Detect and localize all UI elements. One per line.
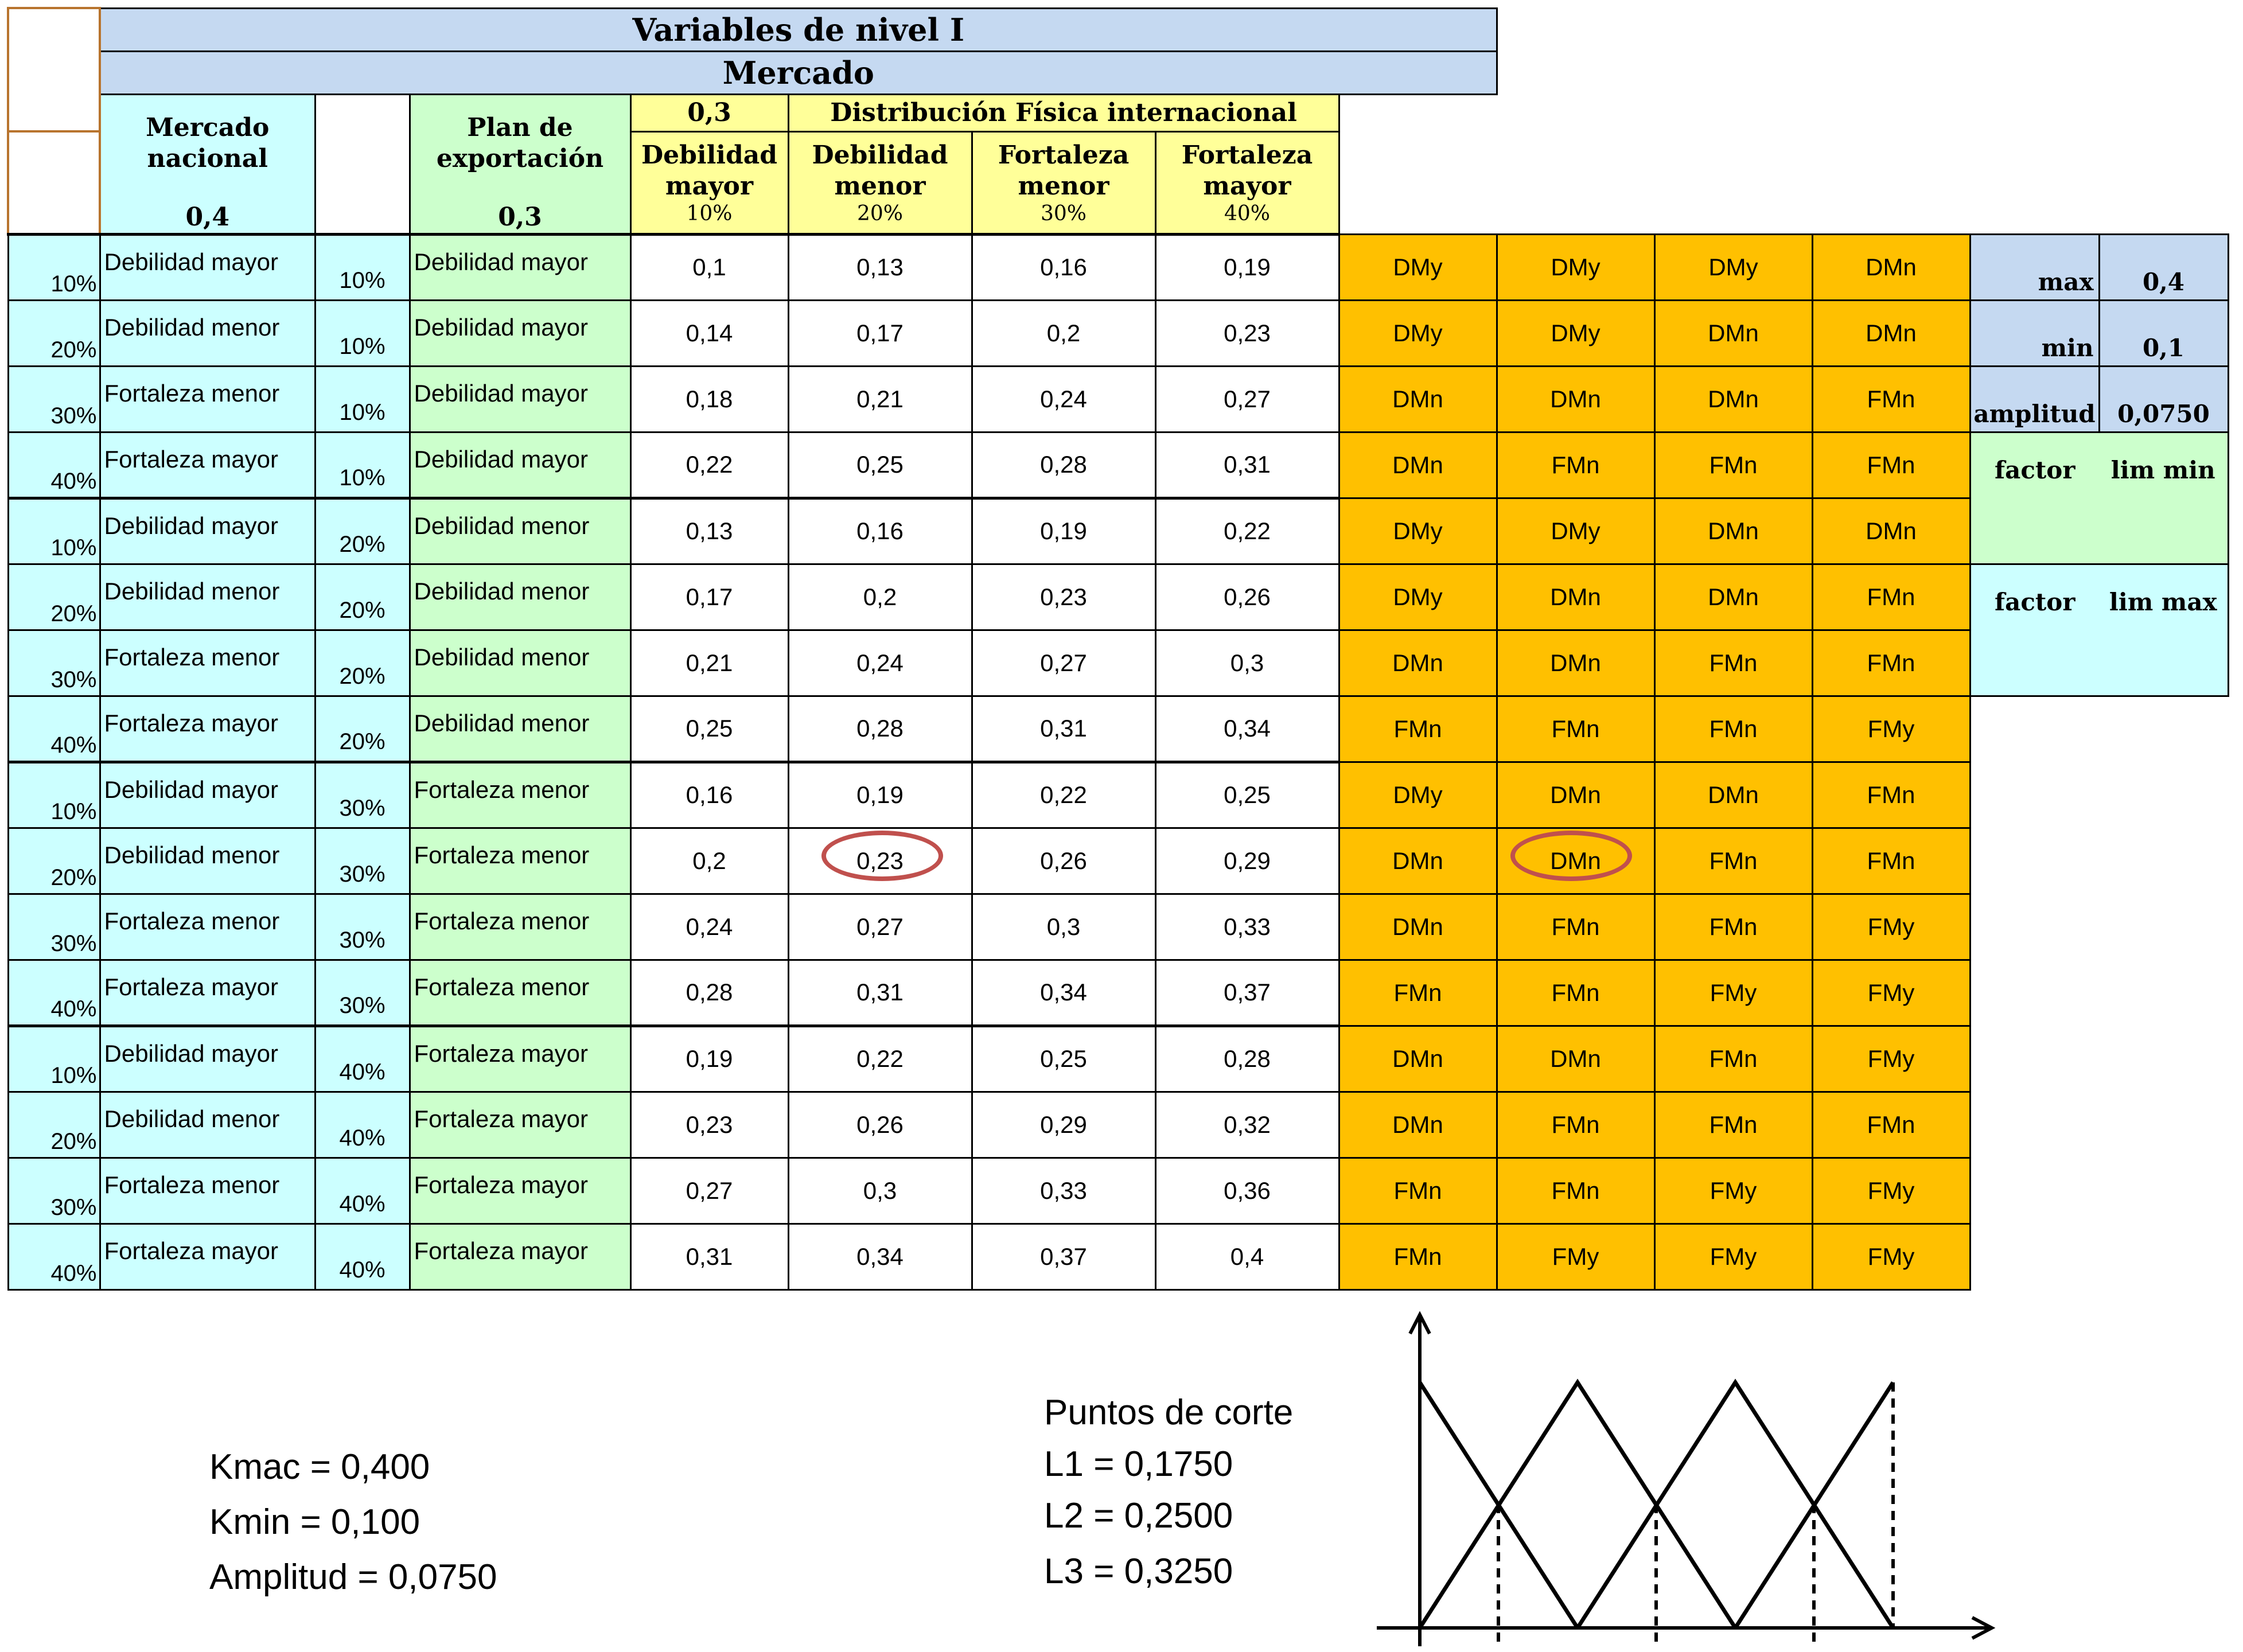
- value-cell[interactable]: 0,28: [972, 432, 1155, 498]
- value-cell[interactable]: 0,1: [630, 234, 788, 300]
- code-cell[interactable]: DMy: [1339, 564, 1497, 630]
- value-cell[interactable]: 0,23: [1155, 300, 1339, 366]
- value-cell[interactable]: 0,28: [1155, 1026, 1339, 1092]
- table-row: [8, 300, 2228, 366]
- code-cell[interactable]: DMy: [1339, 762, 1497, 828]
- header-dfi-col: [788, 131, 972, 234]
- mercado-nacional-pct[interactable]: 40%: [8, 1224, 100, 1289]
- code-cell[interactable]: FMy: [1812, 1026, 1970, 1092]
- value-cell[interactable]: 0,22: [1155, 498, 1339, 564]
- code-cell[interactable]: DMy: [1497, 498, 1654, 564]
- code-cell[interactable]: FMn: [1497, 1092, 1654, 1158]
- value-cell[interactable]: 0,19: [972, 498, 1155, 564]
- value-cell[interactable]: 0,14: [630, 300, 788, 366]
- header-dfi-weight: 0,3: [630, 94, 788, 131]
- plan-pct[interactable]: 40%: [315, 1092, 410, 1158]
- max-label: max: [1970, 234, 2099, 300]
- plan-level[interactable]: Debilidad menor: [410, 630, 630, 696]
- value-cell[interactable]: 0,13: [788, 234, 972, 300]
- amplitud-value: 0,0750: [2099, 366, 2228, 432]
- code-cell[interactable]: DMn: [1654, 564, 1812, 630]
- sheet-title: Variables de nivel I: [100, 8, 1497, 51]
- plan-level[interactable]: Debilidad mayor: [410, 432, 630, 498]
- mercado-nacional-level[interactable]: Debilidad menor: [100, 564, 315, 630]
- amplitud-label: amplitud: [1970, 366, 2099, 432]
- header-blank-pct: [315, 94, 410, 234]
- mercado-nacional-level[interactable]: Fortaleza mayor: [100, 960, 315, 1026]
- value-cell[interactable]: 0,34: [788, 1224, 972, 1289]
- select-all-corner[interactable]: [8, 8, 100, 131]
- header-dfi-col-pct: 30%: [1040, 201, 1087, 225]
- header-dfi-col-pct: 10%: [686, 201, 733, 225]
- header-dfi-col-pct: 40%: [1224, 201, 1270, 225]
- code-cell[interactable]: DMn: [1339, 630, 1497, 696]
- code-cell[interactable]: FMn: [1654, 828, 1812, 894]
- value-cell[interactable]: 0,31: [630, 1224, 788, 1289]
- value-cell[interactable]: 0,19: [788, 762, 972, 828]
- plan-level[interactable]: Debilidad mayor: [410, 300, 630, 366]
- code-cell[interactable]: DMy: [1339, 498, 1497, 564]
- plan-level[interactable]: Debilidad mayor: [410, 234, 630, 300]
- code-cell[interactable]: FMn: [1812, 1092, 1970, 1158]
- plan-pct[interactable]: 10%: [315, 234, 410, 300]
- mercado-nacional-level[interactable]: Debilidad mayor: [100, 762, 315, 828]
- value-cell[interactable]: 0,33: [1155, 894, 1339, 960]
- plan-level[interactable]: Fortaleza menor: [410, 894, 630, 960]
- mercado-nacional-level[interactable]: Fortaleza menor: [100, 630, 315, 696]
- header-dfi-title: Distribución Física internacional: [788, 94, 1339, 131]
- mercado-nacional-level[interactable]: Fortaleza menor: [100, 366, 315, 432]
- mf-triangle-3: [1578, 1382, 1893, 1628]
- plan-level[interactable]: Debilidad mayor: [410, 366, 630, 432]
- value-cell[interactable]: 0,2: [788, 564, 972, 630]
- value-cell[interactable]: 0,32: [1155, 1092, 1339, 1158]
- code-cell[interactable]: DMy: [1497, 234, 1654, 300]
- code-cell[interactable]: FMn: [1497, 894, 1654, 960]
- value-cell[interactable]: 0,27: [788, 894, 972, 960]
- plan-level[interactable]: Fortaleza menor: [410, 762, 630, 828]
- mercado-nacional-pct[interactable]: 30%: [8, 366, 100, 432]
- table-row: [8, 234, 2228, 300]
- value-cell[interactable]: 0,19: [1155, 234, 1339, 300]
- table-row: [8, 960, 2228, 1026]
- code-cell[interactable]: FMn: [1339, 1158, 1497, 1224]
- plan-pct[interactable]: 20%: [315, 696, 410, 762]
- header-dfi-col-line2: menor: [834, 171, 926, 201]
- mercado-nacional-pct[interactable]: 10%: [8, 1026, 100, 1092]
- header-dfi-col-line1: Fortaleza: [998, 140, 1130, 170]
- code-cell[interactable]: FMn: [1812, 564, 1970, 630]
- value-cell[interactable]: 0,34: [1155, 696, 1339, 762]
- code-cell[interactable]: DMy: [1654, 234, 1812, 300]
- code-cell[interactable]: FMn: [1812, 630, 1970, 696]
- spreadsheet-table: [7, 7, 2229, 1291]
- plan-pct[interactable]: 40%: [315, 1224, 410, 1289]
- value-cell[interactable]: 0,26: [788, 1092, 972, 1158]
- value-cell[interactable]: 0,29: [972, 1092, 1155, 1158]
- mercado-nacional-level[interactable]: Fortaleza menor: [100, 1158, 315, 1224]
- header-plan-line2: exportación: [436, 143, 604, 173]
- value-cell[interactable]: 0,23: [788, 828, 972, 894]
- plan-pct[interactable]: 40%: [315, 1026, 410, 1092]
- plan-level[interactable]: Fortaleza menor: [410, 828, 630, 894]
- mercado-nacional-level[interactable]: Debilidad mayor: [100, 498, 315, 564]
- header-plan-exportacion: [410, 94, 630, 234]
- code-cell[interactable]: DMn: [1497, 762, 1654, 828]
- mercado-nacional-level[interactable]: Debilidad mayor: [100, 1026, 315, 1092]
- header-mercado-nacional-line1: Mercado: [146, 112, 270, 142]
- value-cell[interactable]: 0,4: [1155, 1224, 1339, 1289]
- value-cell[interactable]: 0,25: [972, 1026, 1155, 1092]
- header-dfi-col-pct: 20%: [856, 201, 903, 225]
- header-mercado-nacional-line2: nacional: [147, 143, 268, 173]
- lim-min-label: lim min: [2099, 432, 2228, 564]
- plan-level[interactable]: Fortaleza menor: [410, 960, 630, 1026]
- header-dfi-col: [1155, 131, 1339, 234]
- mercado-nacional-pct[interactable]: 40%: [8, 696, 100, 762]
- mercado-nacional-level[interactable]: Fortaleza mayor: [100, 432, 315, 498]
- value-cell[interactable]: 0,27: [1155, 366, 1339, 432]
- mercado-nacional-pct[interactable]: 20%: [8, 564, 100, 630]
- value-cell[interactable]: 0,23: [630, 1092, 788, 1158]
- mercado-nacional-pct[interactable]: 10%: [8, 762, 100, 828]
- value-cell[interactable]: 0,24: [788, 630, 972, 696]
- value-cell[interactable]: 0,21: [788, 366, 972, 432]
- mercado-nacional-pct[interactable]: 20%: [8, 1092, 100, 1158]
- mf-triangle-2: [1420, 1382, 1735, 1628]
- mercado-nacional-level[interactable]: Fortaleza mayor: [100, 1224, 315, 1289]
- code-cell[interactable]: DMn: [1654, 366, 1812, 432]
- code-cell[interactable]: FMn: [1497, 432, 1654, 498]
- plan-pct[interactable]: 10%: [315, 432, 410, 498]
- min-value: 0,1: [2099, 300, 2228, 366]
- value-cell[interactable]: 0,16: [788, 498, 972, 564]
- mercado-nacional-pct[interactable]: 30%: [8, 1158, 100, 1224]
- value-cell[interactable]: 0,24: [972, 366, 1155, 432]
- code-cell[interactable]: DMn: [1339, 366, 1497, 432]
- mercado-nacional-pct[interactable]: 20%: [8, 828, 100, 894]
- header-dfi-col-line2: mayor: [665, 171, 754, 201]
- value-cell[interactable]: 0,25: [788, 432, 972, 498]
- table-row: [8, 762, 2228, 828]
- plan-pct[interactable]: 10%: [315, 366, 410, 432]
- table-row: [8, 1224, 2228, 1289]
- value-cell[interactable]: 0,18: [630, 366, 788, 432]
- code-cell[interactable]: DMy: [1339, 234, 1497, 300]
- code-cell[interactable]: DMn: [1497, 564, 1654, 630]
- code-cell[interactable]: DMn: [1497, 630, 1654, 696]
- mercado-nacional-pct[interactable]: 10%: [8, 498, 100, 564]
- factor-min-label: factor: [1970, 432, 2099, 564]
- code-cell[interactable]: FMn: [1812, 432, 1970, 498]
- value-cell[interactable]: 0,3: [972, 894, 1155, 960]
- code-cell[interactable]: DMy: [1497, 300, 1654, 366]
- plan-pct[interactable]: 20%: [315, 564, 410, 630]
- plan-level[interactable]: Debilidad menor: [410, 564, 630, 630]
- highlight-ellipse-code: [1510, 831, 1632, 881]
- value-cell[interactable]: 0,2: [972, 300, 1155, 366]
- highlight-ellipse-value: [821, 831, 943, 881]
- value-cell[interactable]: 0,31: [972, 696, 1155, 762]
- table-row: [8, 432, 2228, 498]
- plan-level[interactable]: Debilidad menor: [410, 696, 630, 762]
- table-row: [8, 1158, 2228, 1224]
- code-cell[interactable]: FMy: [1654, 1224, 1812, 1289]
- code-cell[interactable]: FMn: [1654, 432, 1812, 498]
- header-plan-weight: 0,3: [498, 202, 542, 232]
- value-cell[interactable]: 0,17: [788, 300, 972, 366]
- value-cell[interactable]: 0,37: [972, 1224, 1155, 1289]
- value-cell[interactable]: 0,21: [630, 630, 788, 696]
- value-cell[interactable]: 0,28: [788, 696, 972, 762]
- code-cell[interactable]: FMn: [1654, 894, 1812, 960]
- value-cell[interactable]: 0,13: [630, 498, 788, 564]
- plan-pct[interactable]: 20%: [315, 498, 410, 564]
- max-value: 0,4: [2099, 234, 2228, 300]
- value-cell[interactable]: 0,26: [1155, 564, 1339, 630]
- mercado-nacional-level[interactable]: Debilidad menor: [100, 300, 315, 366]
- code-cell[interactable]: FMn: [1812, 762, 1970, 828]
- code-cell[interactable]: FMn: [1654, 1092, 1812, 1158]
- plan-pct[interactable]: 30%: [315, 828, 410, 894]
- plan-level[interactable]: Fortaleza mayor: [410, 1026, 630, 1092]
- value-cell[interactable]: 0,22: [788, 1026, 972, 1092]
- table-row: [8, 696, 2228, 762]
- header-dfi-col-line2: mayor: [1203, 171, 1291, 201]
- value-cell[interactable]: 0,27: [630, 1158, 788, 1224]
- cut-points-title: Puntos de corte: [1044, 1393, 1294, 1432]
- header-dfi-col-line1: Fortaleza: [1181, 140, 1313, 170]
- table-row: [8, 828, 2228, 894]
- mercado-nacional-pct[interactable]: 40%: [8, 432, 100, 498]
- value-cell[interactable]: 0,2: [630, 828, 788, 894]
- plan-pct[interactable]: 10%: [315, 300, 410, 366]
- table-row: [8, 630, 2228, 696]
- code-cell[interactable]: DMn: [1812, 300, 1970, 366]
- value-cell[interactable]: 0,33: [972, 1158, 1155, 1224]
- code-cell[interactable]: DMn: [1339, 1092, 1497, 1158]
- value-cell[interactable]: 0,28: [630, 960, 788, 1026]
- code-cell[interactable]: FMn: [1339, 1224, 1497, 1289]
- code-cell[interactable]: DMy: [1339, 300, 1497, 366]
- value-cell[interactable]: 0,34: [972, 960, 1155, 1026]
- blank-area-right: [1970, 696, 2228, 1289]
- value-cell[interactable]: 0,3: [788, 1158, 972, 1224]
- membership-function-chart: [1365, 1302, 2014, 1652]
- plan-pct[interactable]: 20%: [315, 630, 410, 696]
- header-dfi-col: [972, 131, 1155, 234]
- blank-area: [1497, 8, 2228, 234]
- code-cell[interactable]: FMn: [1812, 828, 1970, 894]
- code-cell[interactable]: DMn: [1339, 828, 1497, 894]
- code-cell[interactable]: FMn: [1339, 696, 1497, 762]
- factor-max-label: factor: [1970, 564, 2099, 696]
- plan-pct[interactable]: 30%: [315, 894, 410, 960]
- mercado-nacional-level[interactable]: Debilidad menor: [100, 828, 315, 894]
- code-cell[interactable]: FMy: [1812, 960, 1970, 1026]
- value-cell[interactable]: 0,31: [1155, 432, 1339, 498]
- code-cell[interactable]: DMn: [1654, 498, 1812, 564]
- value-cell[interactable]: 0,25: [1155, 762, 1339, 828]
- lim-max-label: lim max: [2099, 564, 2228, 696]
- cut-point-l3: L3 = 0,3250: [1044, 1552, 1233, 1591]
- plan-pct[interactable]: 40%: [315, 1158, 410, 1224]
- mercado-nacional-level[interactable]: Debilidad mayor: [100, 234, 315, 300]
- cut-point-l1: L1 = 0,1750: [1044, 1444, 1233, 1484]
- header-mercado-nacional: [100, 94, 315, 234]
- code-cell[interactable]: DMn: [1497, 1026, 1654, 1092]
- code-cell[interactable]: FMn: [1654, 1026, 1812, 1092]
- kmin-label: Kmin = 0,100: [209, 1502, 420, 1542]
- table-row: [8, 1026, 2228, 1092]
- min-label: min: [1970, 300, 2099, 366]
- value-cell[interactable]: 0,22: [972, 762, 1155, 828]
- code-cell[interactable]: DMn: [1812, 234, 1970, 300]
- table-row: [8, 366, 2228, 432]
- value-cell[interactable]: 0,29: [1155, 828, 1339, 894]
- code-cell[interactable]: FMy: [1812, 894, 1970, 960]
- table-row: [8, 498, 2228, 564]
- amplitud-label: Amplitud = 0,0750: [209, 1557, 497, 1597]
- value-cell[interactable]: 0,27: [972, 630, 1155, 696]
- header-dfi-col-line1: Debilidad: [641, 140, 778, 170]
- cut-point-l2: L2 = 0,2500: [1044, 1496, 1233, 1536]
- code-cell[interactable]: DMn: [1497, 828, 1654, 894]
- code-cell[interactable]: FMn: [1654, 696, 1812, 762]
- value-cell[interactable]: 0,16: [972, 234, 1155, 300]
- code-cell[interactable]: FMy: [1497, 1224, 1654, 1289]
- mercado-nacional-pct[interactable]: 30%: [8, 630, 100, 696]
- header-plan-line1: Plan de: [467, 112, 573, 142]
- code-cell[interactable]: FMn: [1654, 630, 1812, 696]
- header-dfi-col-line2: menor: [1018, 171, 1109, 201]
- value-cell[interactable]: 0,22: [630, 432, 788, 498]
- plan-level[interactable]: Fortaleza mayor: [410, 1224, 630, 1289]
- code-cell[interactable]: DMn: [1497, 366, 1654, 432]
- value-cell[interactable]: 0,23: [972, 564, 1155, 630]
- code-cell[interactable]: FMn: [1812, 366, 1970, 432]
- code-cell[interactable]: FMn: [1339, 960, 1497, 1026]
- value-cell[interactable]: 0,17: [630, 564, 788, 630]
- mercado-nacional-pct[interactable]: 40%: [8, 960, 100, 1026]
- plan-pct[interactable]: 30%: [315, 762, 410, 828]
- table-row: [8, 1092, 2228, 1158]
- code-cell[interactable]: FMy: [1812, 1224, 1970, 1289]
- mercado-nacional-pct[interactable]: 30%: [8, 894, 100, 960]
- code-cell[interactable]: DMn: [1654, 762, 1812, 828]
- value-cell[interactable]: 0,26: [972, 828, 1155, 894]
- plan-level[interactable]: Debilidad menor: [410, 498, 630, 564]
- value-cell[interactable]: 0,3: [1155, 630, 1339, 696]
- value-cell[interactable]: 0,16: [630, 762, 788, 828]
- plan-level[interactable]: Fortaleza mayor: [410, 1158, 630, 1224]
- value-cell[interactable]: 0,31: [788, 960, 972, 1026]
- mercado-nacional-pct[interactable]: 20%: [8, 300, 100, 366]
- value-cell[interactable]: 0,24: [630, 894, 788, 960]
- value-cell[interactable]: 0,37: [1155, 960, 1339, 1026]
- code-cell[interactable]: DMn: [1339, 894, 1497, 960]
- code-cell[interactable]: DMn: [1654, 300, 1812, 366]
- mercado-nacional-pct[interactable]: 10%: [8, 234, 100, 300]
- row-header-corner: [8, 131, 100, 234]
- value-cell[interactable]: 0,25: [630, 696, 788, 762]
- header-dfi-col-line1: Debilidad: [812, 140, 948, 170]
- code-cell[interactable]: FMy: [1812, 696, 1970, 762]
- code-cell[interactable]: FMy: [1654, 1158, 1812, 1224]
- code-cell[interactable]: FMy: [1812, 1158, 1970, 1224]
- header-dfi-col: [630, 131, 788, 234]
- mercado-nacional-level[interactable]: Fortaleza menor: [100, 894, 315, 960]
- sheet-subtitle: Mercado: [100, 51, 1497, 94]
- code-cell[interactable]: DMn: [1339, 1026, 1497, 1092]
- table-row: [8, 894, 2228, 960]
- code-cell[interactable]: DMn: [1339, 432, 1497, 498]
- plan-pct[interactable]: 30%: [315, 960, 410, 1026]
- kmac-label: Kmac = 0,400: [209, 1447, 430, 1487]
- code-cell[interactable]: FMn: [1497, 1158, 1654, 1224]
- value-cell[interactable]: 0,19: [630, 1026, 788, 1092]
- mercado-nacional-level[interactable]: Fortaleza mayor: [100, 696, 315, 762]
- code-cell[interactable]: FMn: [1497, 696, 1654, 762]
- code-cell[interactable]: FMy: [1654, 960, 1812, 1026]
- mercado-nacional-level[interactable]: Debilidad menor: [100, 1092, 315, 1158]
- plan-level[interactable]: Fortaleza mayor: [410, 1092, 630, 1158]
- header-mercado-nacional-weight: 0,4: [185, 202, 230, 232]
- code-cell[interactable]: DMn: [1812, 498, 1970, 564]
- code-cell[interactable]: FMn: [1497, 960, 1654, 1026]
- table-row: [8, 564, 2228, 630]
- value-cell[interactable]: 0,36: [1155, 1158, 1339, 1224]
